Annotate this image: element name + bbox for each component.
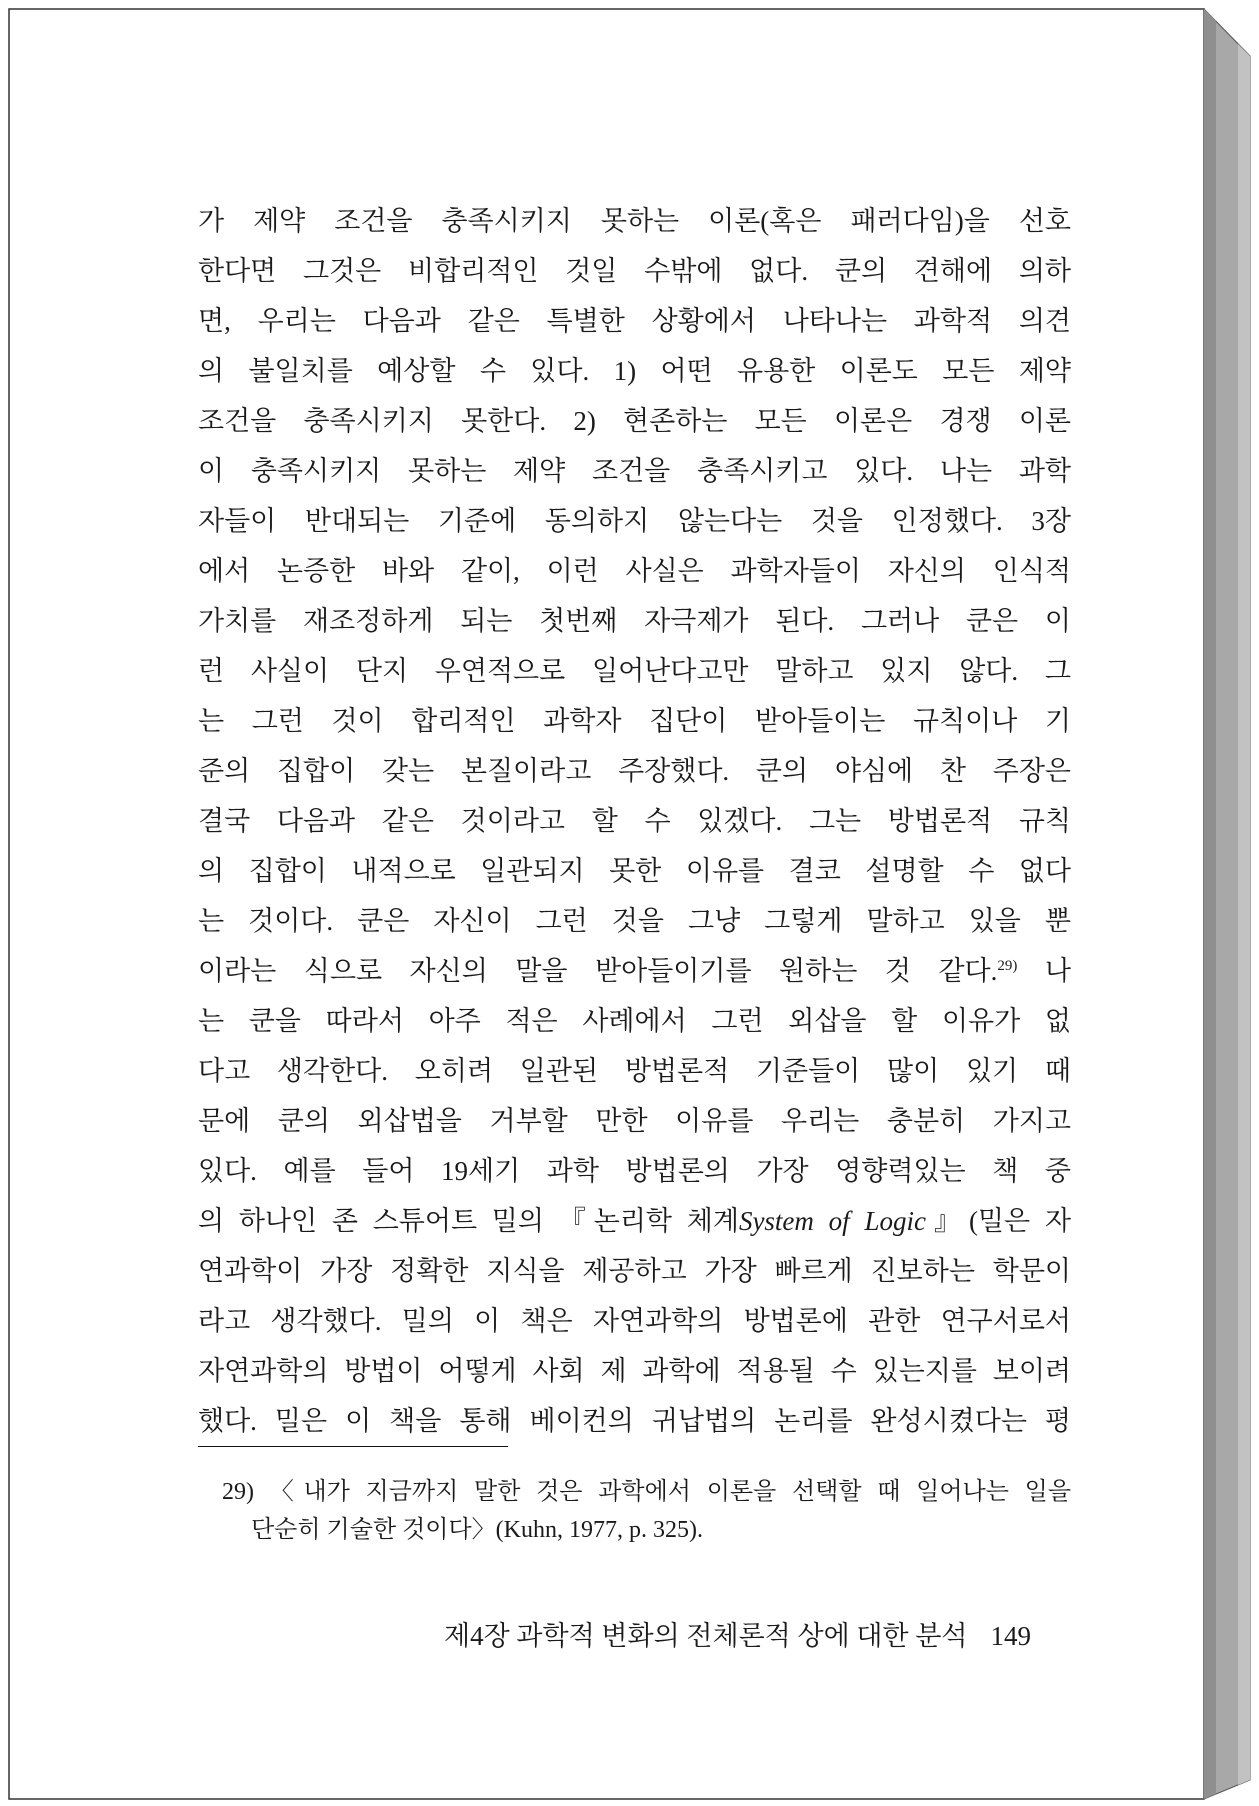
page-number: 149	[990, 1621, 1031, 1651]
body-text-line: 준의 집합이 갖는 본질이라고 주장했다. 쿤의 야심에 찬 주장은	[198, 756, 1071, 786]
body-text-line: 있다. 예를 들어 19세기 과학 방법론의 가장 영향력있는 책 중	[198, 1156, 1071, 1186]
footnote-line: 단순히 기술한 것이다〉(Kuhn, 1977, p. 325).	[251, 1517, 703, 1543]
body-text-line: 는 그런 것이 합리적인 과학자 집단이 받아들이는 규칙이나 기	[198, 706, 1071, 736]
body-text-line: 문에 쿤의 외삽법을 거부할 만한 이유를 우리는 충분히 가지고	[198, 1106, 1071, 1136]
body-text-line: 는 쿤을 따라서 아주 적은 사례에서 그런 외삽을 할 이유가 없	[198, 1006, 1071, 1036]
body-text-line: 연과학이 가장 정확한 지식을 제공하고 가장 빠르게 진보하는 학문이	[198, 1256, 1071, 1286]
footnote-reference: 29)	[997, 958, 1018, 974]
body-text-line: 자연과학의 방법이 어떻게 사회 제 과학에 적용될 수 있는지를 보이려	[198, 1356, 1071, 1386]
body-text-line: 가 제약 조건을 충족시키지 못하는 이론(혹은 패러다임)을 선호	[198, 206, 1072, 236]
footnote-text: 〈내가 지금까지 말한 것은 과학에서 이론을 선택할 때 일어나는 일을	[269, 1479, 1072, 1505]
body-text-line: 조건을 충족시키지 못한다. 2) 현존하는 모든 이론은 경쟁 이론	[198, 406, 1071, 436]
body-text-line: 자들이 반대되는 기준에 동의하지 않는다는 것을 인정했다. 3장	[198, 506, 1071, 536]
running-footer	[444, 1616, 1031, 1656]
body-text	[198, 196, 1071, 1446]
footnote	[222, 1473, 1071, 1549]
body-text-line: 에서 논증한 바와 같이, 이런 사실은 과학자들이 자신의 인식적	[198, 556, 1071, 586]
body-text-line: 결국 다음과 같은 것이라고 할 수 있겠다. 그는 방법론적 규칙	[198, 806, 1071, 836]
body-text-line: 라고 생각했다. 밀의 이 책은 자연과학의 방법론에 관한 연구서로서	[198, 1306, 1071, 1336]
body-text-line: 이 충족시키지 못하는 제약 조건을 충족시키고 있다. 나는 과학	[198, 456, 1071, 486]
chapter-title: 제4장 과학적 변화의 전체론적 상에 대한 분석	[444, 1621, 968, 1651]
body-text-line: 가치를 재조정하게 되는 첫번째 자극제가 된다. 그러나 쿤은 이	[198, 606, 1071, 636]
body-text-line: 의 집합이 내적으로 일관되지 못한 이유를 결코 설명할 수 없다	[198, 856, 1071, 886]
book-edge-highlight	[1238, 44, 1250, 1785]
body-text-line: 의 불일치를 예상할 수 있다. 1) 어떤 유용한 이론도 모든 제약	[198, 356, 1071, 386]
book-edge-shadow	[1204, 9, 1216, 1799]
body-text-line: 런 사실이 단지 우연적으로 일어난다고만 말하고 있지 않다. 그	[198, 656, 1071, 686]
body-text-line: 면, 우리는 다음과 같은 특별한 상황에서 나타나는 과학적 의견	[198, 306, 1071, 336]
footnote-divider	[198, 1446, 508, 1447]
footnote-number: 29)	[222, 1479, 254, 1505]
body-text-segment: 나	[1044, 956, 1072, 986]
body-text-line-with-title	[198, 1196, 1071, 1246]
body-text-line: 는 것이다. 쿤은 자신이 그런 것을 그냥 그렇게 말하고 있을 뿐	[198, 906, 1071, 936]
body-text-segment: 이라는 식으로 자신의 말을 받아들이기를 원하는 것 같다.	[198, 956, 998, 986]
body-text-line-with-footnote	[198, 946, 1071, 996]
book-title-italic: System of Logic	[738, 1206, 926, 1236]
body-text-segment: 』(밀은 자	[925, 1206, 1071, 1236]
body-text-line: 다고 생각한다. 오히려 일관된 방법론적 기준들이 많이 있기 때	[198, 1056, 1071, 1086]
body-text-line: 했다. 밀은 이 책을 통해 베이컨의 귀납법의 논리를 완성시켰다는 평	[198, 1406, 1071, 1436]
body-text-segment: 의 하나인 존 스튜어트 밀의 『논리학 체계	[198, 1206, 739, 1236]
footnote-line	[222, 1473, 1071, 1511]
body-text-line: 한다면 그것은 비합리적인 것일 수밖에 없다. 쿤의 견해에 의하	[198, 256, 1071, 286]
